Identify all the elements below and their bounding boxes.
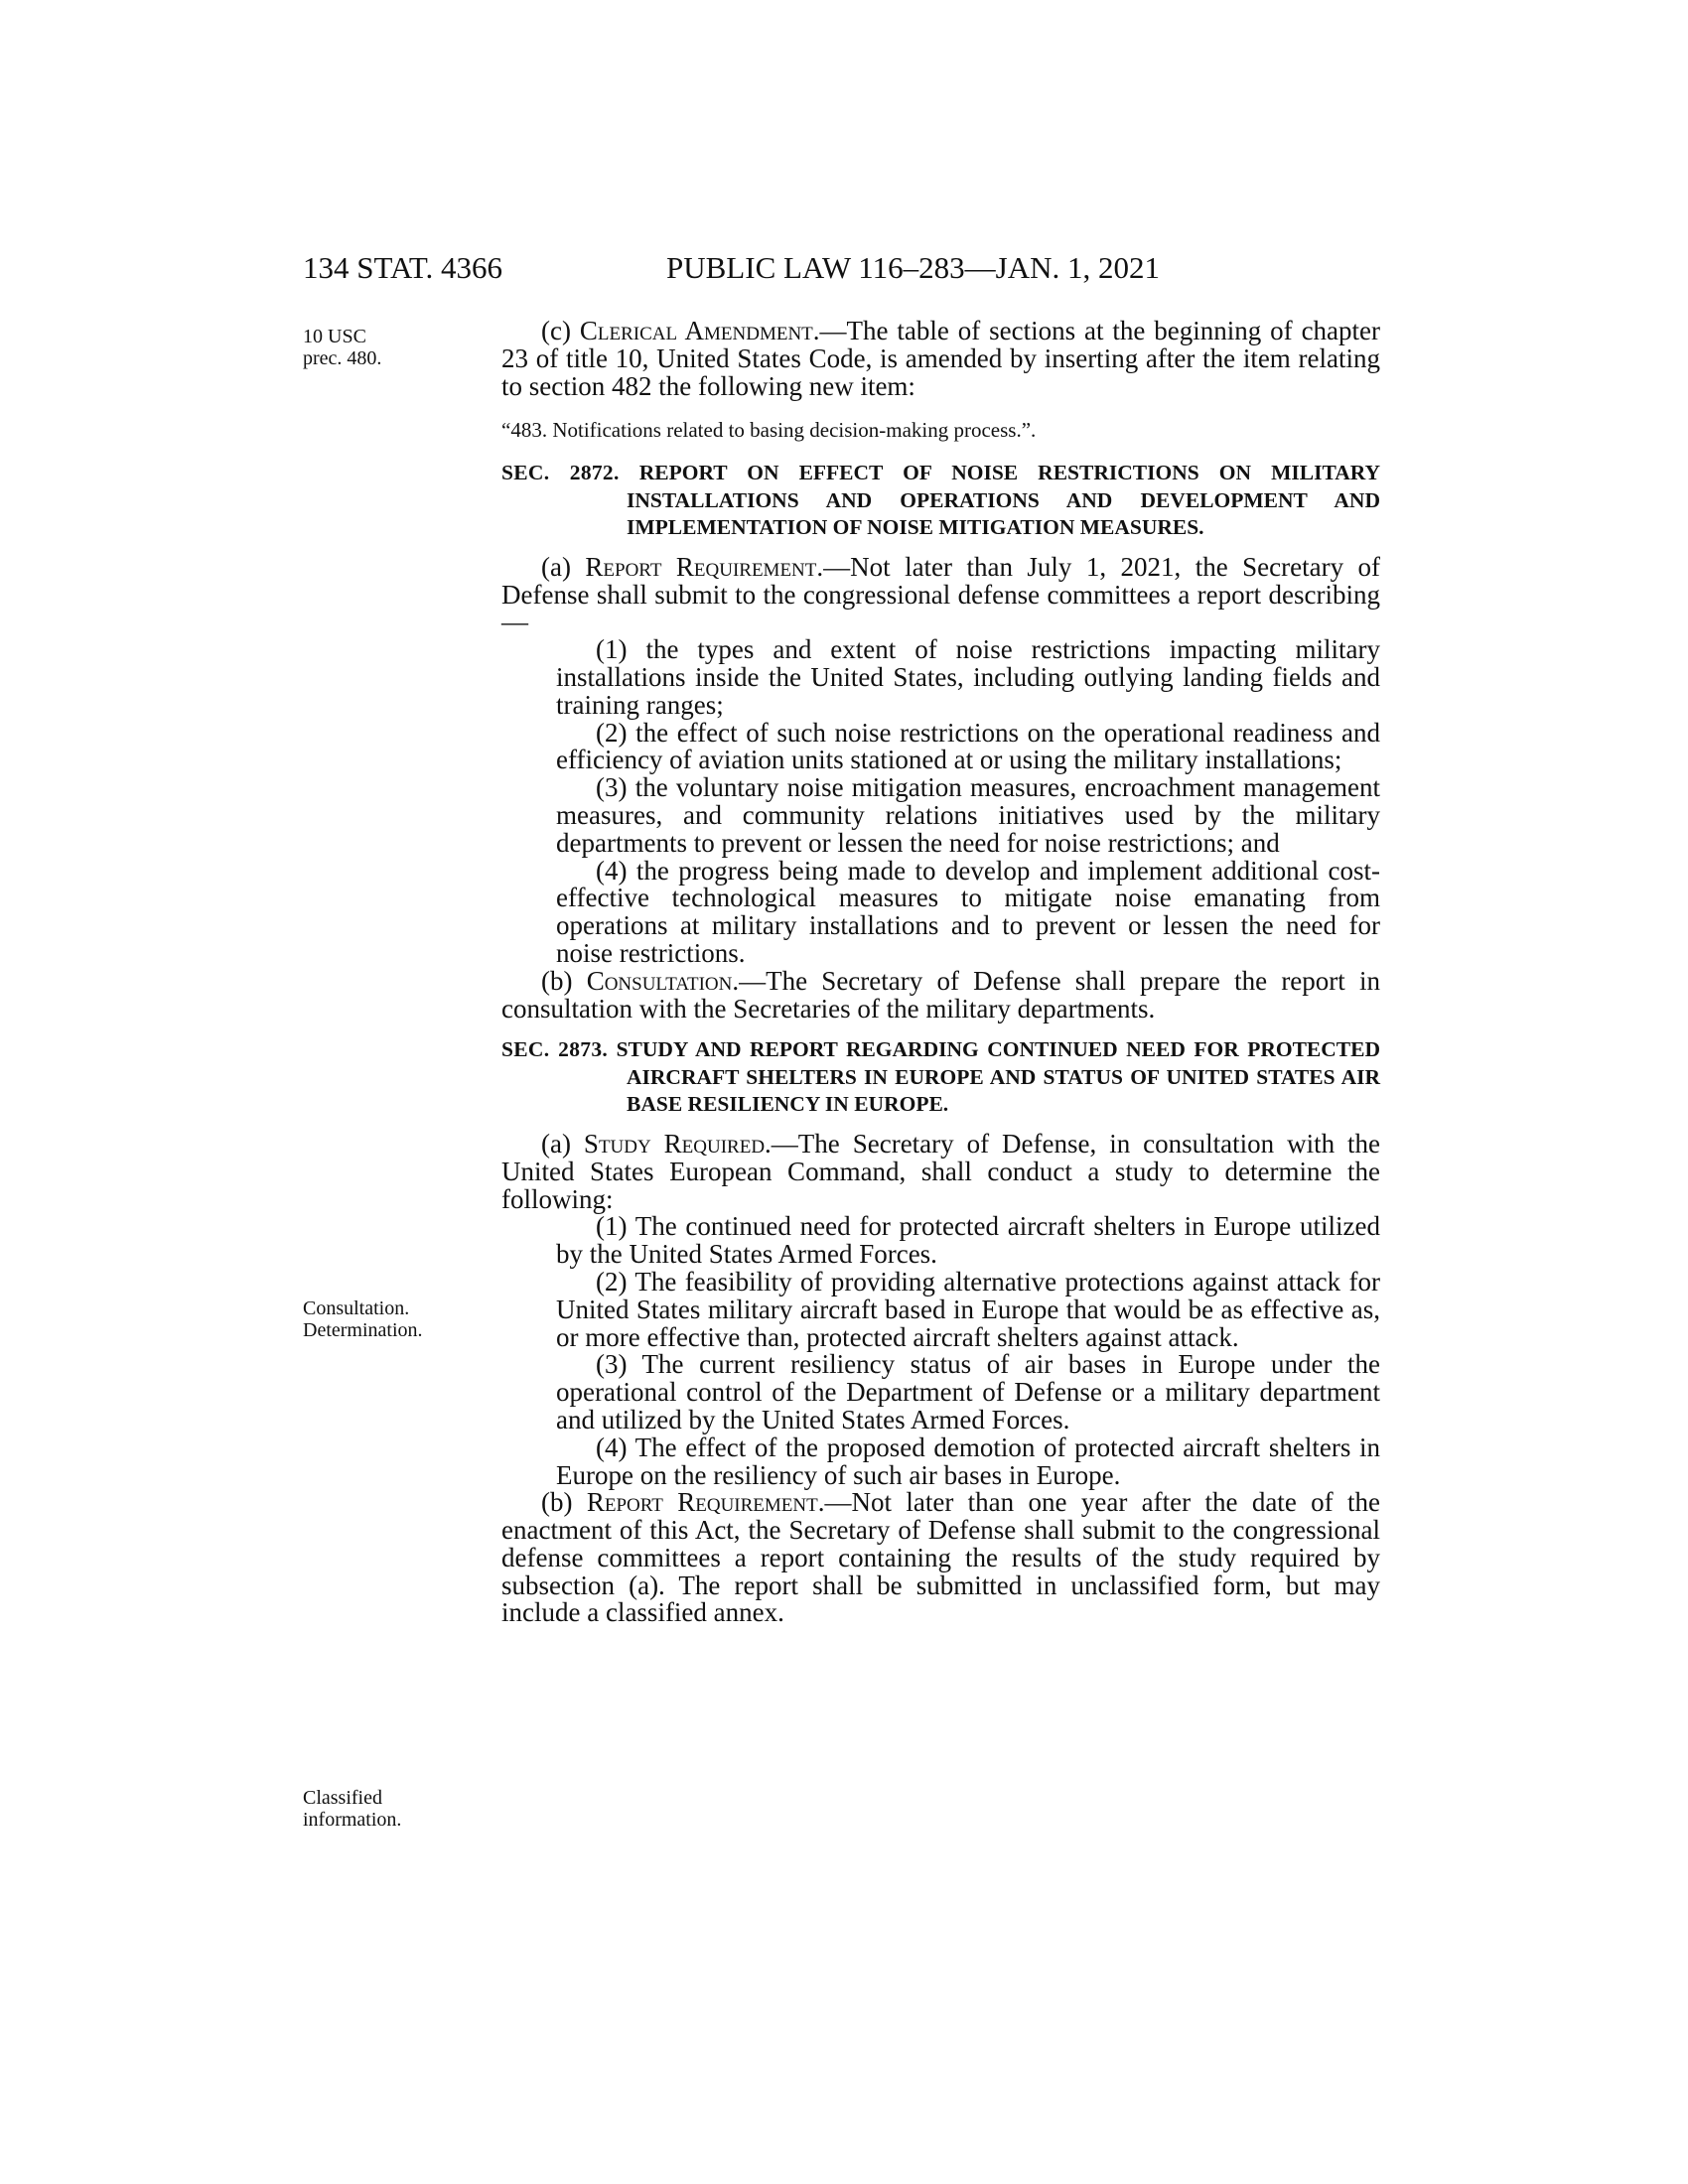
section-2873-item-3: (3) The current resiliency status of air bases in Europe under the operational control of the Department of Defense or a military department and utilized by the United States Armed Forces. [556,1349,1380,1434]
section-2873-b-text: .—Not later than one year after the date of the enactment of this Act, the Secretary of Defense shall submit to the congressional defense committees a report containing the results of the study required by subsection (a). The report shall be submitted in unclassified form, but may include a classified annex. [501,1487,1380,1628]
section-2872-subsection-a [501,551,1380,637]
new-table-item: “483. Notifications related to basing decision-making process.”. [501,418,1037,443]
margin-note-usc [303,326,482,369]
section-2872-a-text: .—Not later than July 1, 2021, the Secretary of Defense shall submit to the congressional defense committees a report describing— [501,551,1380,637]
section-2873-number: SEC. 2873. [501,1037,609,1062]
section-2872-b-text: .—The Secretary of Defense shall prepare the report in consultation with the Secretaries of the military departments. [501,965,1380,1024]
section-2872-item-2: (2) the effect of such noise restrictions on the operational readiness and efficiency of aviation units stationed at or using the military installations; [556,717,1380,775]
section-2873-a-heading: Study Required [583,1128,766,1159]
clerical-amendment-paragraph [501,318,1380,400]
margin-note-consultation-line1: Consultation. [303,1297,410,1319]
section-2873-a-label: (a) [541,1128,584,1159]
section-2872-item-4: (4) the progress being made to develop and implement additional cost-effective technological measures to mitigate noise emanating from operations at military installations and to prevent or lessen the need for noise restrictions. [556,855,1380,969]
section-2873-heading [501,1036,1380,1119]
section-2872-b-heading: Consultation [586,965,733,996]
section-2873-subsection-b [501,1489,1380,1627]
clerical-heading: Clerical Amendment [579,316,813,345]
margin-note-classified-line1: Classified [303,1787,382,1809]
margin-note-determination-line2: Determination. [303,1319,423,1341]
page-header [303,248,1385,288]
margin-note-classified [303,1787,482,1831]
section-2873-title: STUDY AND REPORT REGARDING CONTINUED NEED FOR PROTECTED AIRCRAFT SHELTERS IN EUROPE AND STATUS OF UNITED STATES AIR BASE RESILIENCY IN EUROPE. [616,1037,1381,1117]
section-2872-subsection-b [501,965,1380,1024]
section-2873-item-4: (4) The effect of the proposed demotion of protected aircraft shelters in Europe on the resiliency of such air bases in Europe. [556,1432,1380,1490]
section-2872-item-1: (1) the types and extent of noise restrictions impacting military installations inside the United States, including outlying landing fields and training ranges; [556,634,1380,720]
margin-note-consultation [303,1297,482,1341]
stat-citation: 134 STAT. 4366 [303,250,503,285]
public-law-title: PUBLIC LAW 116–283—JAN. 1, 2021 [666,250,1160,285]
section-2873-b-heading: Report Requirement [586,1487,818,1518]
margin-note-information-line2: information. [303,1809,402,1831]
section-2872-number: SEC. 2872. [501,461,620,485]
section-2872-b-label: (b) [541,965,587,996]
section-2873-subsection-a [501,1128,1381,1214]
section-2872-title: REPORT ON EFFECT OF NOISE RESTRICTIONS ON MILITARY INSTALLATIONS AND OPERATIONS AND DEVELOPMENT AND IMPLEMENTATION OF NOISE MITIGATION MEASURES. [627,461,1381,540]
section-2872-a-heading: Report Requirement [585,551,817,582]
margin-note-usc-line2: prec. 480. [303,347,382,369]
section-2873-b-label: (b) [541,1487,587,1518]
section-2873-a-text: .—The Secretary of Defense, in consultation with the United States European Command, shall conduct a study to determine the following: [501,1128,1381,1214]
section-2872-heading [501,460,1380,542]
clerical-label: (c) [541,316,580,345]
main-text [501,318,1380,1627]
margin-note-usc-line1: 10 USC [303,326,366,347]
section-2873-item-1: (1) The continued need for protected aircraft shelters in Europe utilized by the United States Armed Forces. [556,1211,1380,1270]
section-2873-item-2: (2) The feasibility of providing alternative protections against attack for United States military aircraft based in Europe that would be as effective as, or more effective than, protected aircraft shelters against attack. [556,1266,1380,1352]
section-2872-a-label: (a) [541,551,586,582]
section-2872-item-3: (3) the voluntary noise mitigation measures, encroachment management measures, and community relations initiatives used by the military departments to prevent or lessen the need for noise restrictions; and [556,772,1380,858]
clerical-text: .—The table of sections at the beginning of chapter 23 of title 10, United States Code, is amended by inserting after the item relating to section 482 the following new item: [501,316,1381,401]
